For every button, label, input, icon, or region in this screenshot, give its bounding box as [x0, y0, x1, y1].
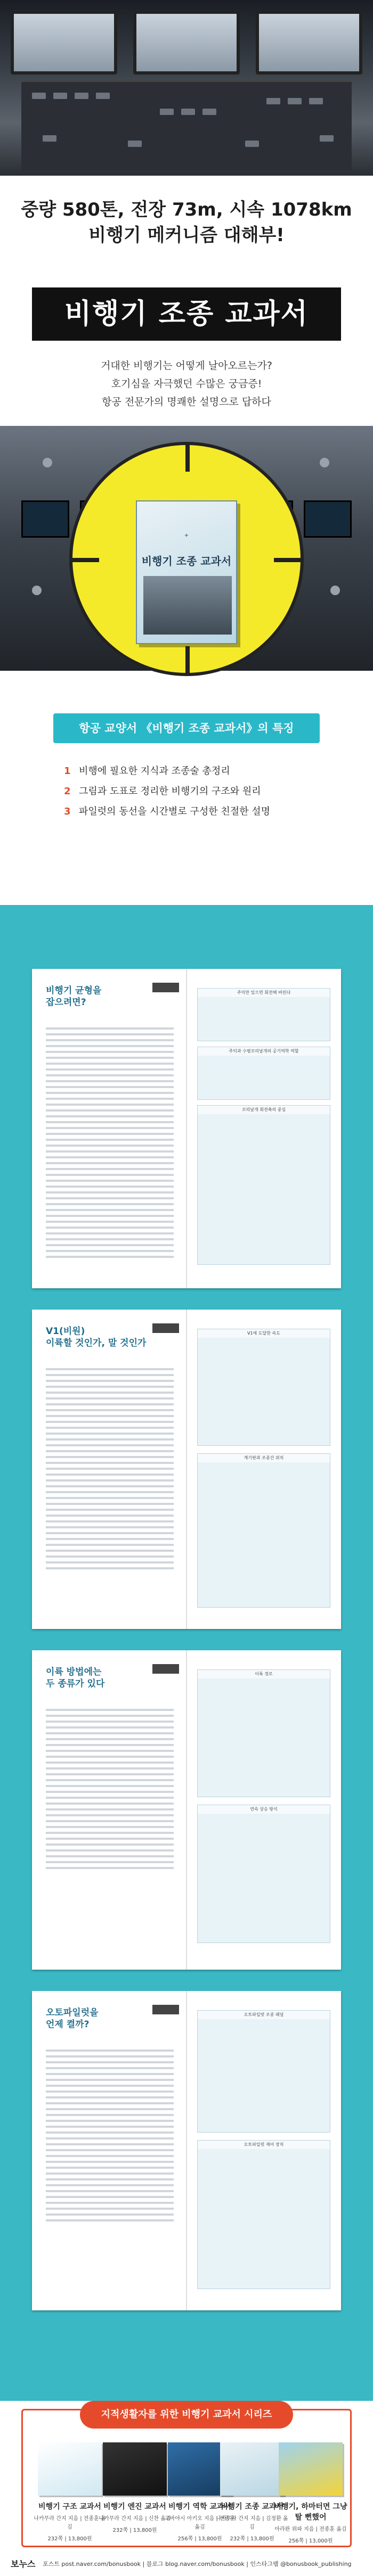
book-cover-title: 비행기 조종 교과서 — [141, 555, 232, 567]
features-list — [64, 761, 330, 822]
cockpit-window — [133, 11, 240, 75]
spread-title: V1(비원) 이륙할 것인가, 말 것인가 — [46, 1326, 147, 1348]
headline — [0, 197, 373, 248]
series-book[interactable]: 비행기 엔진 교과서 나카무라 간지 지음 | 신찬 옮김 232쪽 | 13,800원 — [98, 2442, 172, 2535]
book-thumbnail — [279, 2442, 343, 2496]
feature-item: 1 비행에 필요한 지식과 조종술 총정리 — [64, 766, 230, 777]
cockpit-window — [11, 11, 117, 75]
feature-item: 2 그림과 도표로 정리한 비행기의 구조와 원리 — [64, 786, 261, 797]
sample-spread — [32, 969, 341, 1288]
spread-title: 이륙 방법에는 두 종류가 있다 — [46, 1667, 105, 1689]
feature-item: 3 파일럿의 동선을 시간별로 구성한 친절한 설명 — [64, 806, 270, 817]
features-badge: 항공 교양서 《비행기 조종 교과서》의 특징 — [53, 713, 320, 743]
headline-line-1: 중량 580톤, 전장 73m, 시속 1078km — [21, 199, 352, 220]
book-cover-image — [143, 576, 232, 635]
footer — [0, 2550, 373, 2576]
spread-title: 비행기 균형을 잡으려면? — [46, 985, 102, 1008]
book-thumbnail — [103, 2442, 167, 2496]
figure: 이륙 경로 — [197, 1669, 330, 1797]
figure: 주익만 있으면 회전해 버린다 — [197, 988, 330, 1041]
book-title-banner: 비행기 조종 교과서 — [32, 287, 341, 341]
spread-title: 오토파일럿을 언제 켤까? — [46, 2007, 99, 2030]
publisher-logo: 보누스 — [11, 2559, 36, 2569]
figure: 꼬리날개 회전축의 중심 — [197, 1105, 330, 1265]
figure: 오토파일럿 제어 장치 — [197, 2140, 330, 2289]
cockpit-photo — [0, 0, 373, 176]
footer-links[interactable]: 포스트 post.naver.com/bonusbook | 블로그 blog.naver.com/bonusbook | 인스타그램 @bonusbook_publishing — [43, 2561, 352, 2567]
cockpit-window — [256, 11, 362, 75]
hero-section — [0, 0, 373, 905]
series-panel — [21, 2409, 352, 2547]
intro-line: 호기심을 자극했던 수많은 궁금증! — [111, 378, 262, 390]
intro-line: 항공 전문가의 명쾌한 설명으로 답하다 — [102, 396, 271, 408]
intro-text — [0, 357, 373, 411]
series-heading: 지적생활자를 위한 비행기 교과서 시리즈 — [80, 2401, 293, 2429]
sample-spread — [32, 1310, 341, 1629]
series-book[interactable]: 비행기 조종 교과서 나카무라 간지 지음 | 김정환 옮김 232쪽 | 13,800원 — [215, 2442, 289, 2544]
book-thumbnail — [38, 2442, 102, 2496]
overhead-panel — [21, 80, 352, 170]
figure: 연속 상승 방식 — [197, 1805, 330, 1943]
intro-line: 거대한 비행기는 어떻게 날아오르는가? — [101, 360, 272, 372]
figure: V1에 도달한 속도 — [197, 1329, 330, 1446]
figure: 계기판과 조종간 위치 — [197, 1453, 330, 1608]
figure: 오토파일럿 조종 패널 — [197, 2010, 330, 2133]
figure: 주익과 수평꼬리날개의 공기역학 역할 — [197, 1047, 330, 1100]
sample-spread — [32, 1650, 341, 1970]
series-book[interactable]: 비행기 구조 교과서 나카무라 간지 지음 | 전종훈 옮김 232쪽 | 13,800원 — [33, 2442, 107, 2544]
headline-line-2: 비행기 메커니즘 대해부! — [88, 225, 285, 246]
book-cover: ✈ 비행기 조종 교과서 — [136, 500, 237, 644]
series-book[interactable]: 비행기 역학 교과서 고바야시 아키오 지음 | 전종훈 옮김 256쪽 | 13,800원 — [163, 2442, 237, 2544]
series-book[interactable]: 비행기, 하마터면 그냥 탈 뻔했어 아라완 위파 지음 | 전종훈 옮김 256쪽 | 13,000원 — [273, 2442, 348, 2546]
sample-spread — [32, 1991, 341, 2310]
sample-pages-section — [0, 905, 373, 2401]
